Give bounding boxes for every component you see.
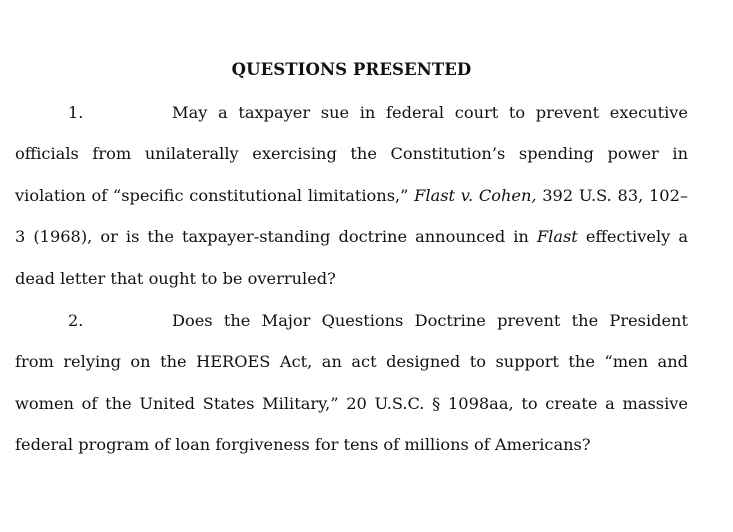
question-2 (15, 300, 688, 466)
question-text: effectively a dead letter that ought to be overruled? (15, 227, 688, 288)
case-citation-short: Flast (536, 227, 578, 247)
question-number: 2. (68, 311, 84, 330)
section-heading: QUESTIONS PRESENTED (231, 60, 472, 79)
question-text: Does the Major Questions Doctrine prevent the President from relying on the HEROES Act, an act designed to support the “men and women of the United States Military,” 20 U.S.C. § 1098aa, to create a massive federal program of loan forgiveness for tens of millions of Americans? (15, 311, 688, 455)
case-citation: Flast v. Cohen, (414, 185, 537, 205)
question-text: 392 U.S. 83, 102–3 (1968), or is the taxpayer-standing doctrine announced in (15, 185, 688, 247)
question-1 (15, 92, 688, 299)
question-number: 1. (68, 103, 84, 122)
question-text: May a taxpayer sue in federal court to prevent executive officials from unilaterally exercising the Constitution’s spending power in violation of “specific constitutional limitations,” (15, 103, 688, 205)
